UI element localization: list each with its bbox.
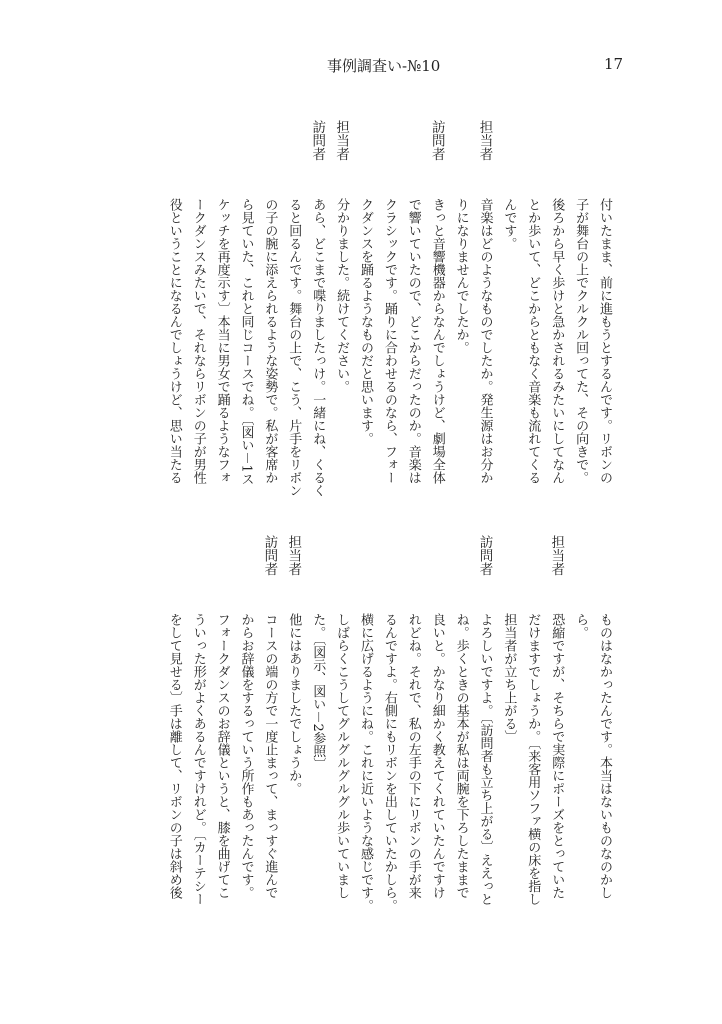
speaker-label: 訪問者 — [476, 535, 493, 576]
text-line: 担当者が立ち上がる〕 — [501, 613, 517, 743]
speaker-label: 担当者 — [285, 535, 302, 576]
speaker-label: 担当者 — [333, 120, 350, 161]
text-line: コースの端の方で一度止まって、まっすぐ進んで — [262, 613, 278, 899]
text-line: 良いと。かなり細かく教えてくれていたんですけ — [429, 613, 445, 899]
page-number: 17 — [604, 55, 624, 73]
text-line: 後ろから早く歩けと急かされるみたいにしてなん — [549, 198, 565, 484]
text-line: ると回るんです。舞台の上で、こう、片手をリボン — [286, 198, 302, 497]
text-line: ら。 — [573, 613, 589, 639]
text-line: ら見ていた、これと同じコースでね。〔図い－1ス — [238, 198, 254, 486]
text-line: ものはなかったんです。本当はないものなのかし — [597, 613, 612, 899]
text-line: 音楽はどのようなものでしたか。発生源はお分か — [477, 198, 493, 484]
text-line: れどね。それで、私の左手の下にリボンの手が来 — [405, 613, 421, 899]
text-line: ークダンスみたいで、それならリボンの子が男性 — [190, 198, 206, 484]
text-line: クダンスを踊るようなものだと思います。 — [358, 198, 373, 445]
text-line: 付いたまま、前に進もうとするんです。リボンの — [597, 198, 612, 484]
text-line: 恐縮ですが、そちらで実際にポーズをとっていた — [549, 613, 565, 899]
text-line: クラシックです。踊りに合わせるのなら、フォー — [381, 198, 397, 484]
text-line: とか歩いて、どこからともなく音楽も流れてくる — [525, 198, 541, 484]
speaker-label: 訪問者 — [261, 535, 278, 576]
text-line: きっと音響機器からなんでしょうけど、劇場全体 — [429, 198, 445, 484]
text-line: ケッチを再度示す〕本当に男女で踊るようなフォ — [214, 198, 230, 484]
text-line: をして見せる〕手は離して、リボンの子は斜め後 — [166, 613, 182, 899]
speaker-label: 担当者 — [548, 535, 565, 576]
text-line: りになりませんでしたか。 — [453, 198, 469, 354]
text-line: で響いていたので、どこからだったのか。音楽は — [405, 198, 421, 484]
speaker-label: 訪問者 — [428, 120, 445, 161]
text-line: からお辞儀をするっていう所作もあったんです。 — [238, 613, 254, 899]
text-line: よろしいですよ。〔訪問者も立ち上がる〕ええっと — [477, 613, 493, 906]
text-line: 横に広げるようにね。これに近いような感じです。 — [358, 613, 373, 912]
text-line: だけますでしょうか。〔来客用ソファ横の床を指し — [525, 613, 541, 906]
text-line: あら、どこまで喋りましたっけ。一緒にね、くるく — [310, 198, 326, 497]
text-line: んです。 — [501, 198, 517, 250]
text-line: しばらくこうしてグルグルグルグル歩いていまし — [334, 613, 350, 899]
document-title: 事例調査い-№10 — [327, 57, 441, 75]
speaker-label: 担当者 — [476, 120, 493, 161]
text-line: るんですよ。右側にもリボンを出していたかしら。 — [381, 613, 397, 912]
text-line: フォークダンスのお辞儀というと、膝を曲げてこ — [214, 613, 230, 899]
text-line: た。〔図示、図い－2参照〕 — [310, 613, 326, 771]
text-line: 子が舞台の上でクルクル回ってた、その向きで。 — [573, 198, 589, 484]
text-line: 分かりました。続けてください。 — [334, 198, 350, 393]
speaker-label: 訪問者 — [309, 120, 326, 161]
text-line: ういった形がよくあるんですけれど。〔カーテシー — [190, 613, 206, 906]
text-line: ね。歩くときの基本が私は両腕を下ろしたままで — [453, 613, 469, 899]
text-line: 役ということになるんでしょうけど、思い当たる — [166, 198, 182, 484]
text-line: の子の腕に添えられるような姿勢で。私が客席か — [262, 198, 278, 484]
text-line: 他にはありましたでしょうか。 — [286, 613, 302, 795]
